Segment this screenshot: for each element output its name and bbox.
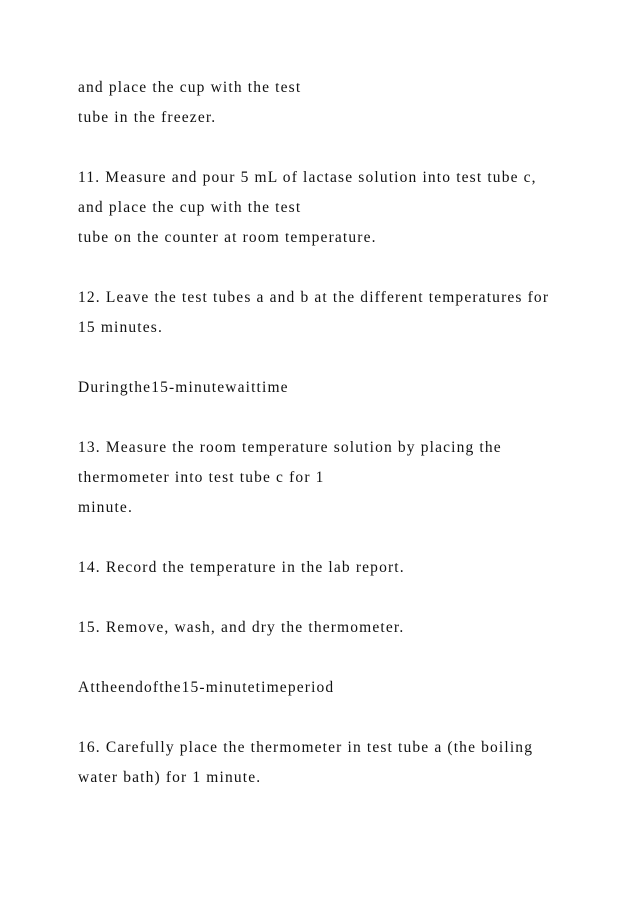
text-line: and place the cup with the test [78, 79, 302, 96]
text-line: minute. [78, 499, 133, 516]
section-heading-end-period: Attheendofthe15-minutetimeperiod [78, 679, 335, 696]
text-line: tube on the counter at room temperature. [78, 229, 377, 246]
text-line: and place the cup with the test [78, 199, 302, 216]
section-heading-wait-time: Duringthe15-minutewaittime [78, 379, 289, 396]
step-11-text: 11. Measure and pour 5 mL of lactase solution into test tube c, [78, 169, 537, 186]
text-line: water bath) for 1 minute. [78, 769, 262, 786]
step-16-text: 16. Carefully place the thermometer in test tube a (the boiling [78, 739, 534, 756]
step-14-text: 14. Record the temperature in the lab report. [78, 559, 405, 576]
text-line: tube in the freezer. [78, 109, 217, 126]
step-12-text: 12. Leave the test tubes a and b at the different temperatures for [78, 289, 550, 306]
step-15-text: 15. Remove, wash, and dry the thermometer. [78, 619, 405, 636]
step-13-text: 13. Measure the room temperature solution by placing the [78, 439, 502, 456]
text-line: 15 minutes. [78, 319, 163, 336]
text-line: thermometer into test tube c for 1 [78, 469, 325, 486]
